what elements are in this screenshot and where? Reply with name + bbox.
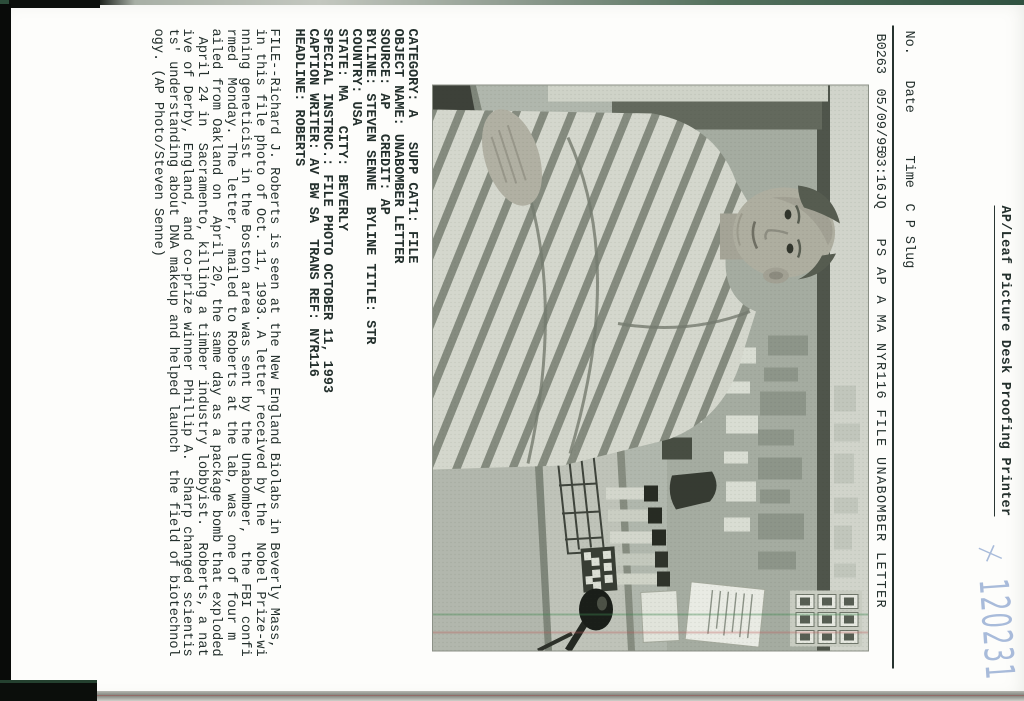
halftone-lab-photo [433,85,868,650]
handwritten-digits: 120231 [969,576,1023,683]
caption-block [150,28,280,656]
log-col-date: Date [901,80,916,113]
printer-title: AP/Leaf Picture Desk Proofing Printer [994,205,1012,516]
caption-line: ts' understanding about DNA makeup and helped launch the field of biotechnol [164,28,180,657]
caption-line: ogy. (AP Photo/Steven Senne) [150,28,166,257]
caption-line: FILE--Richard J. Roberts is seen at the New England Biolabs in Beverly Mass, [266,28,281,648]
metadata-line: BYLINE: STEVEN SENNE BYLINE TITLE: STR [361,28,377,344]
scan-edge-bottom [97,691,1024,701]
scan-edge-bottom-left [0,680,97,701]
metadata-line: STATE: MA CITY: BEVERLY [333,28,349,231]
metadata-line: COUNTRY: USA [347,28,363,126]
entry-number: B0263 [872,33,887,74]
metadata-line: OBJECT NAME: UNABOMBER LETTER [389,28,405,263]
entry-date: 05/09/95 [872,88,887,153]
log-col-time: Time [901,155,916,188]
metadata-line: CAPTION WRITER: AV BW SA TRANS REF: NYR116 [305,28,321,377]
scan-edge-top-black [8,0,100,8]
caption-line: in this file photo of Oct. 11, 1993. A letter received by the Nobel Prize-wi [251,28,267,657]
handwritten-number [964,532,1024,701]
log-col-no: No. [901,30,916,55]
caption-line: April 24 in Sacramento, killing a timber industry lobbyist. Roberts, a nat [193,28,209,657]
caption-line: ive of Derby, England, and co-prize winner Phillip A. Sharp changed scientis [179,28,195,657]
caption-line: rmed Monday. The letter, mailed to Roberts at the lab, was one of four m [222,28,238,640]
metadata-block [291,28,418,393]
metadata-line: HEADLINE: ROBERTS [291,28,307,166]
metadata-line: SOURCE: AP CREDIT: AP [375,28,391,215]
log-header-row [900,0,916,701]
scan-edge-top [0,0,1024,5]
caption-line: nning geneticist in the Boston area was sent by the Unabomber, the FBI confi [237,28,253,657]
log-entry-row [871,0,887,701]
scan-artifacts [433,85,868,650]
log-col-slug: C P Slug [901,203,916,268]
scan-artifact-red-line [97,695,1024,696]
metadata-line: SPECIAL INSTRUC.: FILE PHOTO OCTOBER 11, 1993 [319,28,335,393]
entry-operator: JQ [872,192,887,209]
handwritten-tick-mark: + [964,532,1017,574]
entry-time: 03:16 [872,150,887,191]
scan-edge-left [0,4,11,683]
metadata-line: CATEGORY: A SUPP CAT1: FILE [404,28,419,263]
caption-line: ailed from Oakland on April 20, the same day as a package bomb that exploded [208,28,224,657]
header-divider-line [892,25,894,668]
entry-slug: PS AP A MA NYR116 FILE UNABOMBER LETTER [872,238,887,609]
